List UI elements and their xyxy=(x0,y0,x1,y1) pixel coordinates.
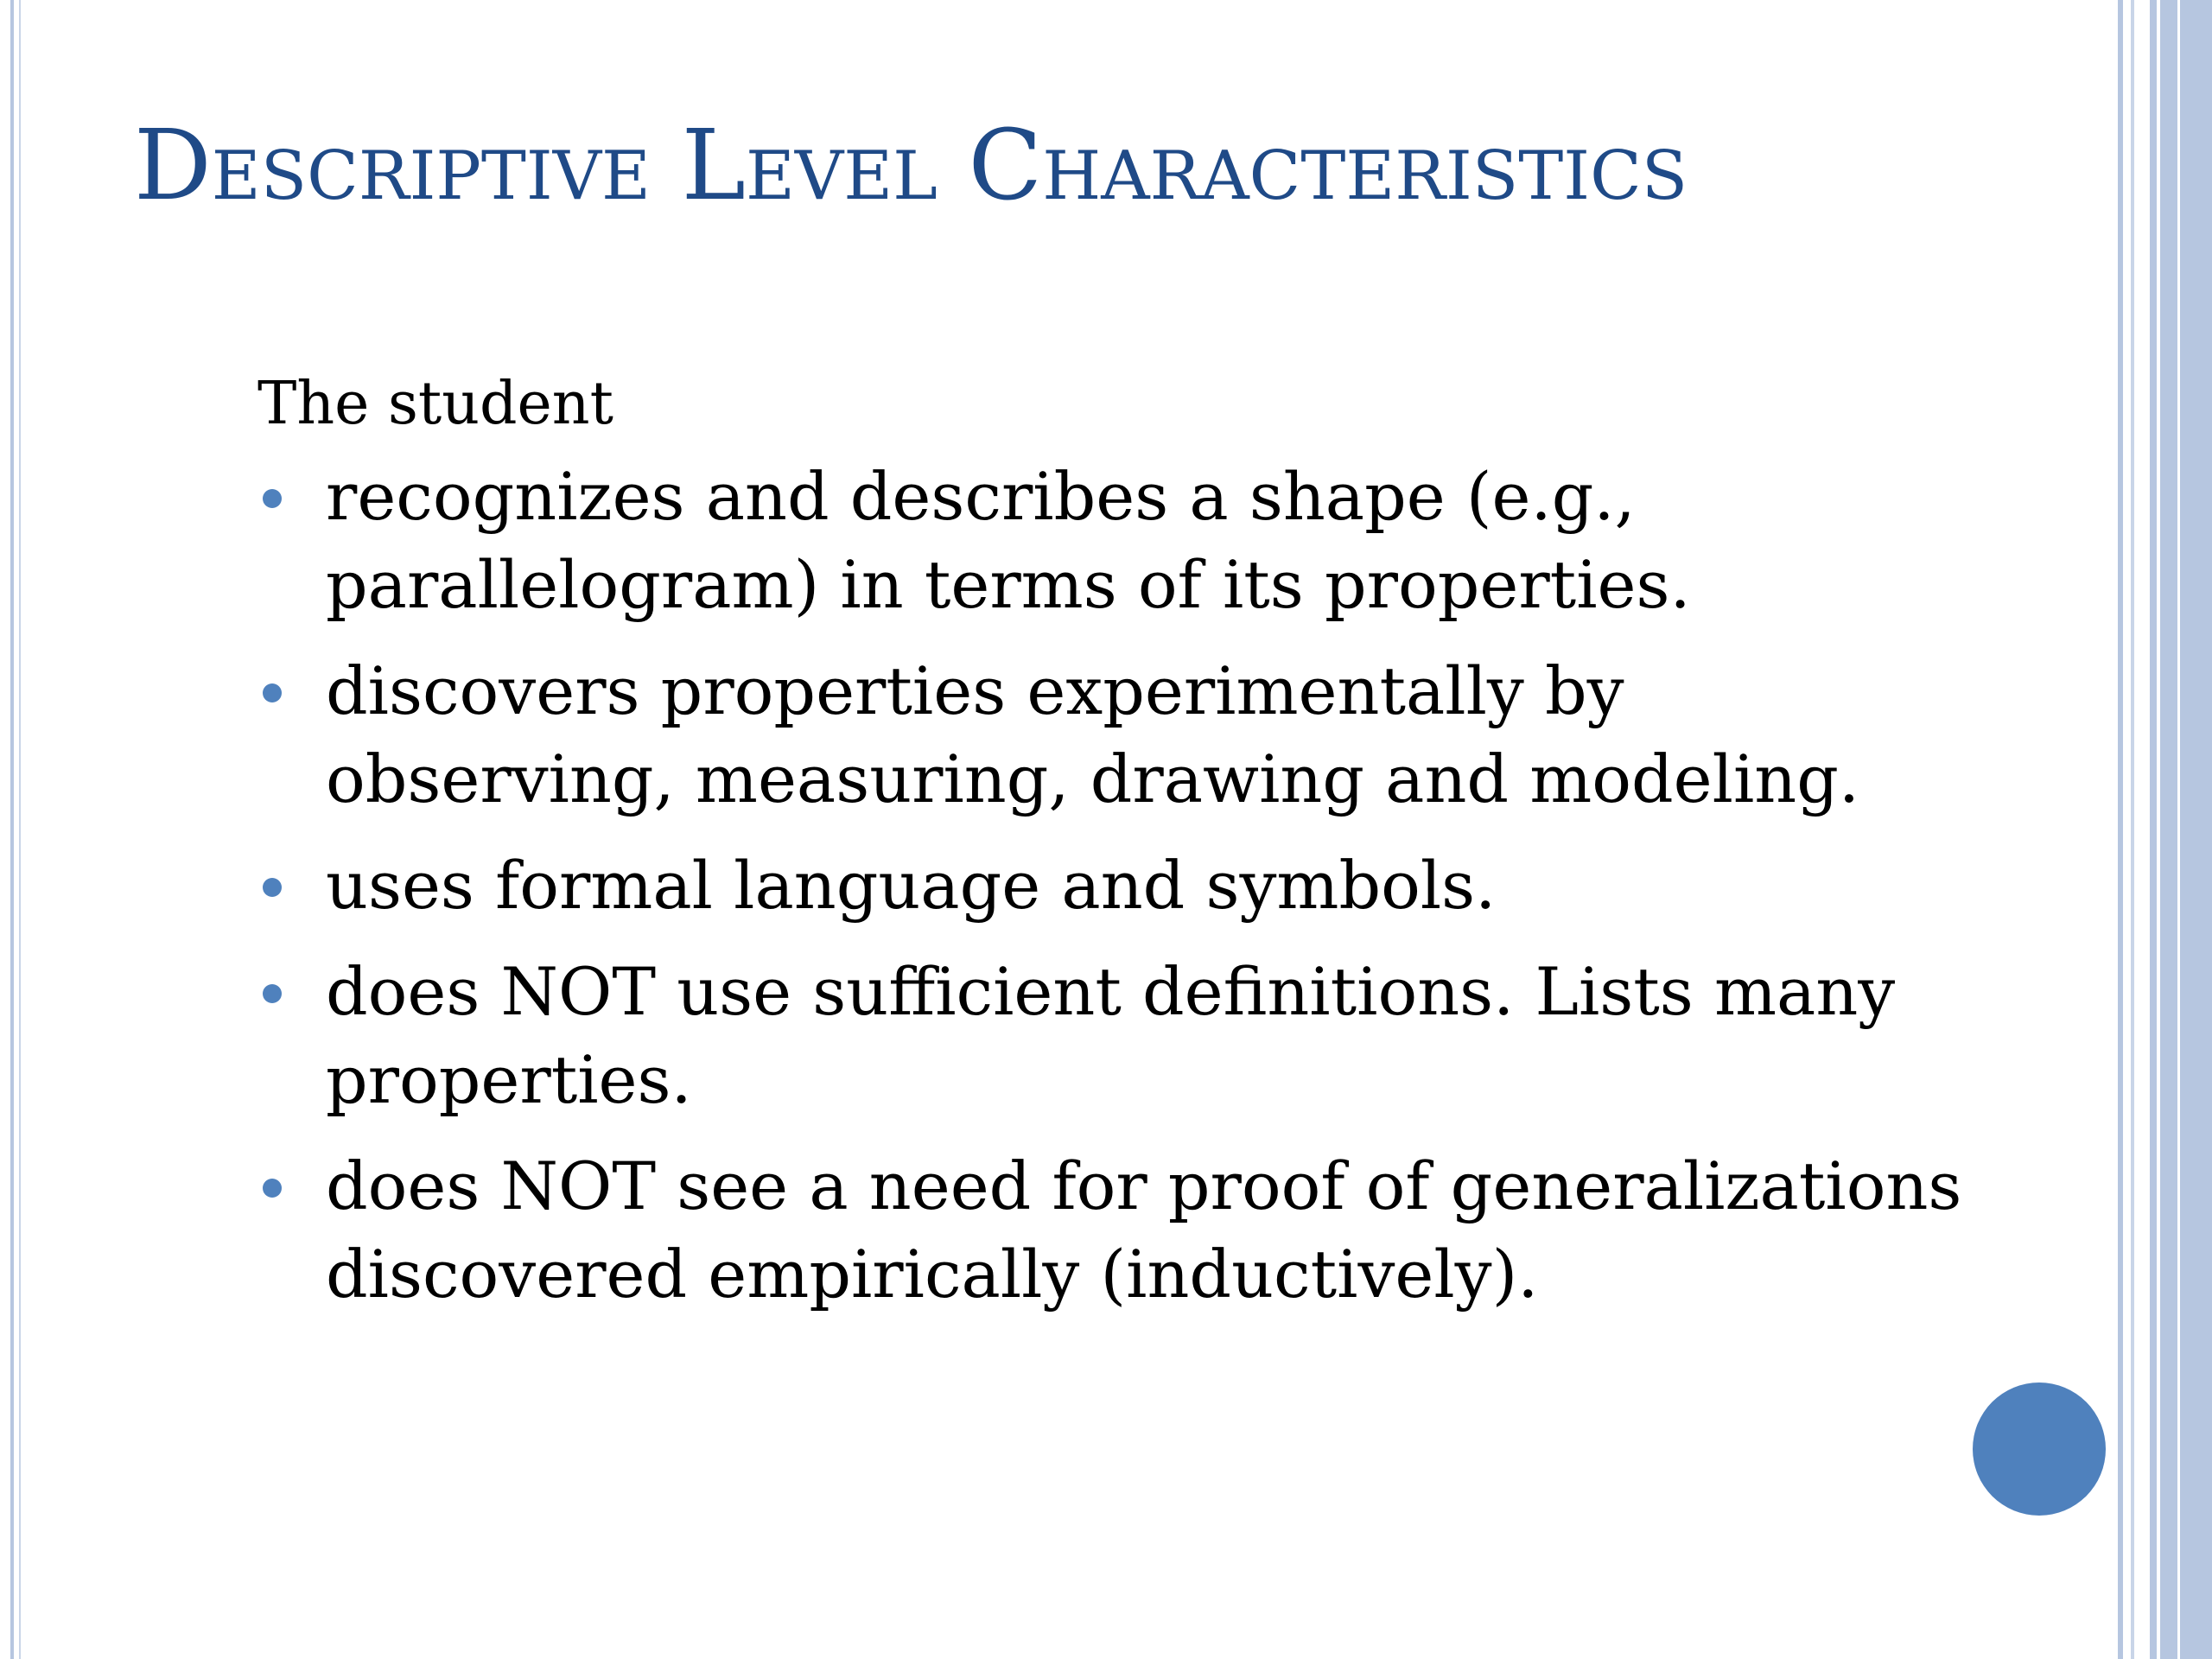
list-item xyxy=(257,647,1986,823)
bullet-icon xyxy=(263,984,282,1003)
bullet-list xyxy=(257,453,1986,1319)
left-frame-line-inner xyxy=(19,0,21,1659)
list-item xyxy=(257,842,1986,930)
bullet-text: discovers properties experimentally by observing, measuring, drawing and modeling. xyxy=(326,652,1860,817)
list-item xyxy=(257,948,1986,1124)
bullet-icon xyxy=(263,878,282,897)
corner-circle-icon xyxy=(1973,1382,2106,1516)
left-frame-line xyxy=(10,0,14,1659)
right-frame-line xyxy=(2118,0,2123,1659)
list-item xyxy=(257,453,1986,629)
bullet-icon xyxy=(263,683,282,702)
right-frame-line-inner xyxy=(2131,0,2134,1659)
bullet-icon xyxy=(263,1179,282,1198)
list-item xyxy=(257,1142,1986,1319)
right-band-divider-2 xyxy=(2177,0,2180,1659)
slide-title: Descriptive Level Characteristics xyxy=(134,110,1688,222)
bullet-text: recognizes and describes a shape (e.g., parallelogram) in terms of its properties. xyxy=(326,458,1691,623)
slide-body xyxy=(257,361,1986,1337)
bullet-text: does NOT use sufficient definitions. Lists many properties. xyxy=(326,953,1896,1118)
bullet-text: does NOT see a need for proof of generalizations discovered empirically (inductively). xyxy=(326,1147,1962,1313)
right-band-divider xyxy=(2157,0,2160,1659)
intro-text: The student xyxy=(257,370,613,438)
bullet-text: uses formal language and symbols. xyxy=(326,847,1497,924)
bullet-icon xyxy=(263,489,282,508)
